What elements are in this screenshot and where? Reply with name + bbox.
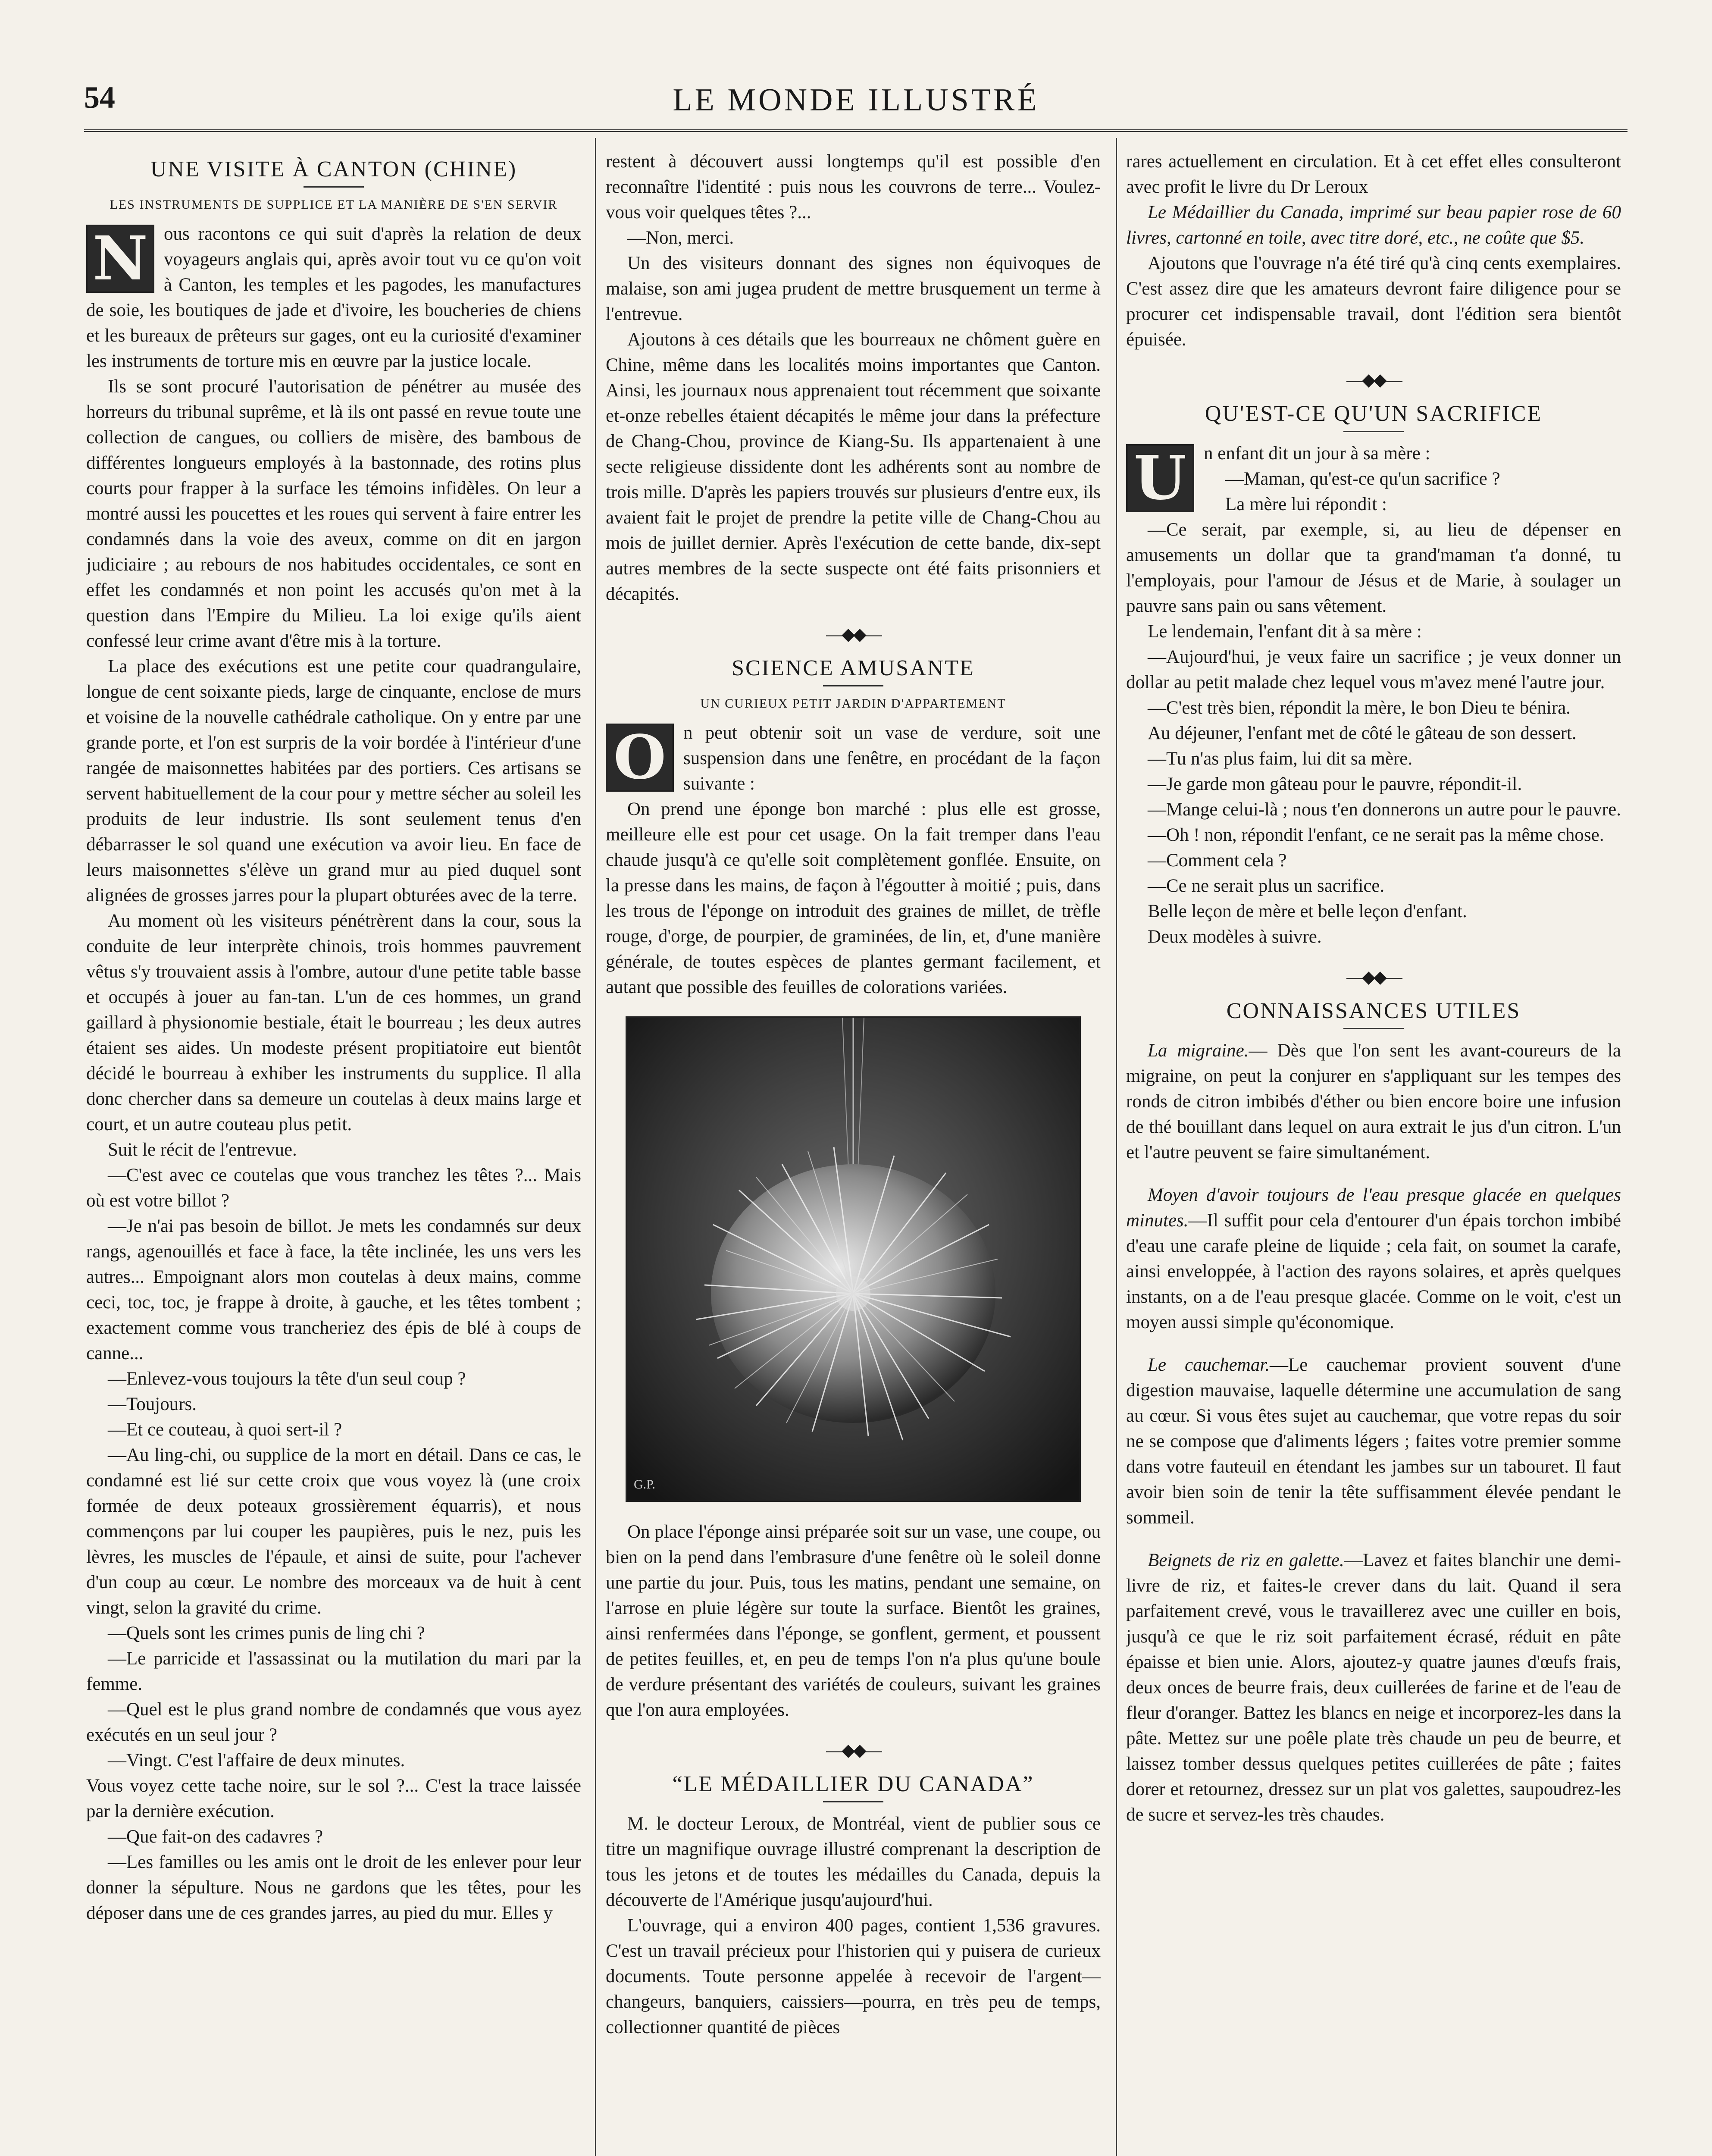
paragraph: Belle leçon de mère et belle leçon d'enfant. xyxy=(1148,901,1467,921)
paragraph: Deux modèles à suivre. xyxy=(1148,927,1322,947)
paragraph: On prend une éponge bon marché : plus elle est grosse, meilleure elle est pour cet usage. On la fait tremper dans l'eau chaude jusqu'à ce qu'elle soit complètement gonflée. Ensuite, on la presse dans les mains, de façon à l'égoutter à moitié ; puis, dans les trous de l'éponge on introduit des graines de millet, de trèfle rouge, d'orge, de pourpier, de graminées, de lin, et, d'une manière générale, de toutes espèces de plantes germant facilement, et autant que possible des feuilles de colorations variées. xyxy=(606,799,1101,997)
paragraph: —Quel est le plus grand nombre de condamnés que vous ayez exécutés en un seul jour ? xyxy=(86,1699,581,1745)
title-rule xyxy=(823,1801,883,1802)
paragraph: —Ce serait, par exemple, si, au lieu de dépenser en amusements un dollar que ta grand'maman t'a donné, tu l'employais, pour l'amour de Jésus et de Marie, à soulager un pauvre sans pain ou sans vêtement. xyxy=(1126,520,1621,616)
sponge-garden-illustration xyxy=(626,1016,1081,1502)
paragraph: n peut obtenir soit un vase de verdure, soit une suspension dans une fenêtre, en procédant de la façon suivante : xyxy=(683,723,1101,794)
tip-heading: Beignets de riz en galette. xyxy=(1148,1550,1344,1570)
dropcap-n: N xyxy=(86,225,154,293)
paragraph: —Comment cela ? xyxy=(1148,850,1287,871)
paragraph: —Enlevez-vous toujours la tête d'un seul coup ? xyxy=(108,1369,466,1389)
article-subtitle-canton: LES INSTRUMENTS DE SUPPLICE ET LA MANIÈRE DE S'EN SERVIR xyxy=(110,197,558,212)
tip-beignets xyxy=(1126,1548,1621,1827)
paragraph: —Ce ne serait plus un sacrifice. xyxy=(1148,876,1385,896)
article-title-science: SCIENCE AMUSANTE xyxy=(732,656,975,680)
column-1 xyxy=(86,149,581,2156)
paragraph: —Toujours. xyxy=(108,1394,197,1414)
paragraph: —Aujourd'hui, je veux faire un sacrifice ; je veux donner un dollar au petit malade chez lequel vous m'avez mené l'autre jour. xyxy=(1126,647,1621,693)
column-3 xyxy=(1126,149,1621,2156)
paragraph: rares actuellement en circulation. Et à cet effet elles consulteront avec profit le livre du Dr Leroux xyxy=(1126,151,1621,197)
paragraph: Suit le récit de l'entrevue. xyxy=(108,1140,297,1160)
paragraph: —Que fait-on des cadavres ? xyxy=(108,1827,323,1847)
paragraph: n enfant dit un jour à sa mère : xyxy=(1204,443,1430,464)
tip-migraine xyxy=(1126,1038,1621,1165)
paragraph: —Le parricide et l'assassinat ou la mutilation du mari par la femme. xyxy=(86,1648,581,1694)
paragraph: L'ouvrage, qui a environ 400 pages, contient 1,536 gravures. C'est un travail précieux pour l'historien qui y puisera de curieux documents. Toute personne appelée à recevoir de l'argent—changeurs, banquiers, caissiers—pourra, en très peu de temps, collectionner quantité de pièces xyxy=(606,1915,1101,2037)
paragraph: —C'est avec ce coutelas que vous tranchez les têtes ?... Mais où est votre billot ? xyxy=(86,1165,581,1211)
section-ornament: —◆◆— xyxy=(826,1740,880,1760)
paragraph: —Les familles ou les amis ont le droit de les enlever pour leur donner la sépulture. Nous ne gardons que les têtes, pour les déposer dans une de ces grandes jarres, au pied du mur. Elles y xyxy=(86,1852,581,1923)
column-separator xyxy=(1116,138,1117,2156)
paragraph: M. le docteur Leroux, de Montréal, vient de publier sous ce titre un magnifique ouvrage illustré comprenant la description de tous les jetons et de toutes les médailles du Canada, depuis la découverte de l'Amérique jusqu'aujourd'hui. xyxy=(606,1814,1101,1910)
article-title-canton: UNE VISITE À CANTON (CHINE) xyxy=(150,157,517,182)
tip-text: —Lavez et faites blanchir une demi-livre de riz, et faites-le crever dans du lait. Quand il sera parfaitement crevé, vous le travaillerez avec une cuiller en bois, jusqu'à ce que le riz soit parfaitement écrasé, réduit en pâte épaisse et bien unie. Alors, ajoutez-y quatre jaunes d'œufs frais, deux onces de beurre frais, deux cuillerées de farine et de l'eau de fleur d'oranger. Battez les blancs en neige et incorporez-les dans la pâte. Mettez sur une poêle plate très chaude un peu de beurre, et laissez tomber dessus quelques petites cuillerées de pâte ; faites dorer et retournez, dressez sur un plat vos galettes, saupoudrez-les de sucre et servez-les très chaudes. xyxy=(1126,1550,1621,1825)
paragraph: —Quels sont les crimes punis de ling chi ? xyxy=(108,1623,425,1643)
tip-eau-glacee xyxy=(1126,1182,1621,1335)
masthead: LE MONDE ILLUSTRÉ xyxy=(673,82,1039,118)
article-subtitle-science: UN CURIEUX PETIT JARDIN D'APPARTEMENT xyxy=(700,696,1006,711)
paragraph: —Mange celui-là ; nous t'en donnerons un autre pour le pauvre. xyxy=(1148,799,1621,820)
paragraph: ous racontons ce qui suit d'après la relation de deux voyageurs anglais qui, après avoir tout vu ce qu'on voit à Canton, les temples et les pagodes, les manufactures de soie, les boutiques de jade et d'ivoire, les boucheries de chiens et les bureaux de prêteurs sur gages, ont eu la curiosité d'examiner les instruments de torture mis en œuvre par la justice locale. xyxy=(86,224,581,371)
title-rule xyxy=(1343,431,1404,432)
paragraph: —Vingt. C'est l'affaire de deux minutes. xyxy=(108,1750,405,1771)
paragraph: On place l'éponge ainsi préparée soit sur un vase, une coupe, ou bien on la pend dans l'embrasure d'une fenêtre où le soleil donne une partie du jour. Puis, tous les matins, pendant une semaine, on l'arrose en pluie légère sur toute la surface. Bientôt les graines, ainsi renfermées dans l'éponge, se gonflent, germent, et poussent de petites feuilles, et, en peu de temps l'on n'a plus qu'une boule de verdure présentant des variétés de couleurs, suivant les graines que l'on aura employées. xyxy=(606,1522,1101,1720)
tip-text: —Le cauchemar provient souvent d'une digestion mauvaise, laquelle détermine une accumulation de sang au cœur. Si vous êtes sujet au cauchemar, que votre repas du soir ne se compose que d'aliments légers ; faites votre premier somme dans votre fauteuil en étendant les jambes sur un tabouret. Il faut avoir bien soin de tenir la tête suffisamment élevée pendant le sommeil. xyxy=(1126,1355,1621,1528)
paragraph: Ajoutons que l'ouvrage n'a été tiré qu'à cinq cents exemplaires. C'est assez dire que les amateurs devront faire diligence pour se procurer cet indispensable travail, dont l'édition sera bientôt épuisée. xyxy=(1126,253,1621,350)
column-separator xyxy=(595,138,596,2156)
paragraph: —Au ling-chi, ou supplice de la mort en détail. Dans ce cas, le condamné est lié sur cette croix que vous voyez là (une croix formée de deux poteaux grossièrement équarris), et nous commençons par lui couper les paupières, puis le nez, puis les lèvres, les muscles de l'épaule, et ainsi de suite, pour l'achever d'un coup au cœur. Le nombre des morceaux va de huit à cent vingt, selon la gravité du crime. xyxy=(86,1445,581,1618)
book-title: Le Médaillier du Canada, imprimé sur beau papier rose de 60 livres, cartonné en toile, avec titre doré, etc., ne coûte que $5. xyxy=(1126,202,1621,248)
paragraph: —Et ce couteau, à quoi sert-il ? xyxy=(108,1420,342,1440)
page-number: 54 xyxy=(84,80,115,115)
paragraph: —Je n'ai pas besoin de billot. Je mets les condamnés sur deux rangs, agenouillés et face à face, la tête inclinée, les uns vers les autres... Empoignant alors mon coutelas à deux mains, comme ceci, toc, toc, je frappe à droite, à gauche, et les têtes tombent ; exactement comme vous trancheriez des épis de blé à coups de canne... xyxy=(86,1216,581,1363)
paragraph: —Tu n'as plus faim, lui dit sa mère. xyxy=(1148,749,1413,769)
paragraph: —Maman, qu'est-ce qu'un sacrifice ? xyxy=(1225,469,1500,489)
paragraph: Vous voyez cette tache noire, sur le sol ?... C'est la trace laissée par la dernière exécution. xyxy=(86,1776,581,1821)
tip-text: — Dès que l'on sent les avant-coureurs de la migraine, on peut la conjurer en s'appliquant sur les tempes des ronds de citron imbibés d'éther ou bien encore boire une infusion de thé bouillant dans lequel on aura extrait le jus d'un citron. L'un et l'autre peuvent se faire simultanément. xyxy=(1126,1040,1621,1163)
article-title-connaissances: CONNAISSANCES UTILES xyxy=(1226,999,1521,1023)
paragraph: Au déjeuner, l'enfant met de côté le gâteau de son dessert. xyxy=(1148,723,1577,743)
title-rule xyxy=(304,186,364,188)
engraver-signature: G.P. xyxy=(634,1477,656,1492)
column-2 xyxy=(606,149,1101,2156)
dropcap-o: O xyxy=(606,724,674,792)
tip-cauchemar xyxy=(1126,1352,1621,1530)
paragraph: Un des visiteurs donnant des signes non équivoques de malaise, son ami jugea prudent de mettre brusquement un terme à l'entrevue. xyxy=(606,253,1101,324)
paragraph: La mère lui répondit : xyxy=(1225,494,1387,514)
paragraph: restent à découvert aussi longtemps qu'il est possible d'en reconnaître l'identité : puis nous les couvrons de terre... Voulez-vous voir quelques têtes ?... xyxy=(606,151,1101,222)
section-ornament: —◆◆— xyxy=(1346,967,1401,987)
tip-heading: Moyen d'avoir toujours de l'eau presque glacée en quelques minutes. xyxy=(1126,1185,1621,1231)
paragraph: Ils se sont procuré l'autorisation de pénétrer au musée des horreurs du tribunal suprême, et là ils ont passé en revue toute une collection de cangues, ou colliers de misère, des bambous de différentes longueurs employés à la bastonnade, des rotins plus courts pour frapper à la surface les témoins infidèles. On leur a montré aussi les poucettes et les roues qui servent à faire entrer les condamnés dans la voie des aveux, comme on dit en jargon judiciaire ; au rebours de nos habitudes occidentales, ce sont en effet les condamnés et non point les accusés qu'on met à la question dans l'Empire du Milieu. La loi exige qu'ils aient confessé leur crime avant d'être mis à la torture. xyxy=(86,376,581,651)
paragraph: —Non, merci. xyxy=(627,228,734,248)
paragraph: La place des exécutions est une petite cour quadrangulaire, longue de cent soixante pieds, large de cinquante, enclose de murs et voisine de la nouvelle cathédrale catholique. On y entre par une grande porte, et l'on est surpris de la voir bordée à l'intérieur d'une rangée de maisonnettes habitées par des portiers. Ces artisans se servent habituellement de la cour pour y mettre sécher au soleil les produits de leur industrie. Ils sont seulement tenus d'en débarrasser le sol quand une exécution va avoir lieu. En face de leurs maisonnettes s'élève un grand mur au pied duquel sont alignées de grosses jarres pour la plupart obturées avec de la terre. xyxy=(86,656,581,906)
tip-text: —Il suffit pour cela d'entourer d'un épais torchon imbibé d'eau une carafe pleine de liquide ; cela fait, on soumet la carafe, ainsi enveloppée, à l'action des rayons solaires, et après quelques instants, on a de l'eau presque glacée. Comme on le voit, c'est un moyen aussi simple qu'économique. xyxy=(1126,1210,1621,1332)
paragraph xyxy=(1126,200,1621,251)
header-rule xyxy=(84,129,1627,132)
tip-heading: La migraine. xyxy=(1148,1040,1249,1061)
sponge-plant-engraving xyxy=(627,1018,1080,1501)
paragraph: —C'est très bien, répondit la mère, le bon Dieu te bénira. xyxy=(1148,698,1571,718)
paragraph: Ajoutons à ces détails que les bourreaux ne chôment guère en Chine, même dans les localités moins importantes que Canton. Ainsi, les journaux nous apprenaient tout récemment que soixante et-onze rebelles étaient décapités le même jour dans la préfecture de Chang-Chou, province de Kiang-Su. Ils appartenaient à une secte religieuse dissidente dont les adhérents sont au nombre de trois mille. D'après les papiers trouvés sur plusieurs d'entre eux, ils avaient fait le projet de prendre la petite ville de Chang-Chou au mois de juillet dernier. Après l'exécution de cette bande, dix-sept autres membres de la secte suspecte ont été faits prisonniers et décapités. xyxy=(606,329,1101,604)
section-ornament: —◆◆— xyxy=(826,624,880,644)
paragraph: Le lendemain, l'enfant dit à sa mère : xyxy=(1148,621,1422,642)
article-title-sacrifice: QU'EST-CE QU'UN SACRIFICE xyxy=(1205,401,1543,426)
article-title-medaillier: “LE MÉDAILLIER DU CANADA” xyxy=(672,1772,1034,1796)
title-rule xyxy=(1343,1028,1404,1029)
section-ornament: —◆◆— xyxy=(1346,370,1401,389)
paragraph: —Je garde mon gâteau pour le pauvre, répondit-il. xyxy=(1148,774,1522,794)
paragraph: —Oh ! non, répondit l'enfant, ce ne serait pas la même chose. xyxy=(1148,825,1604,845)
paragraph: Au moment où les visiteurs pénétrèrent dans la cour, sous la conduite de leur interprète chinois, trois hommes pauvrement vêtus s'y trouvaient assis à l'ombre, autour d'une petite table basse et occupés à jouer au fan-tan. L'un de ces hommes, un grand gaillard à physionomie bestiale, était le bourreau ; les deux autres étaient ses aides. Un modeste présent propitiatoire eut bientôt décidé le bourreau à exhiber les instruments du supplice. Il alla donc chercher dans sa demeure un coutelas à deux mains large et court, et un autre couteau plus petit. xyxy=(86,911,581,1134)
dropcap-u: U xyxy=(1126,444,1194,512)
tip-heading: Le cauchemar. xyxy=(1148,1355,1270,1375)
title-rule xyxy=(823,685,883,686)
